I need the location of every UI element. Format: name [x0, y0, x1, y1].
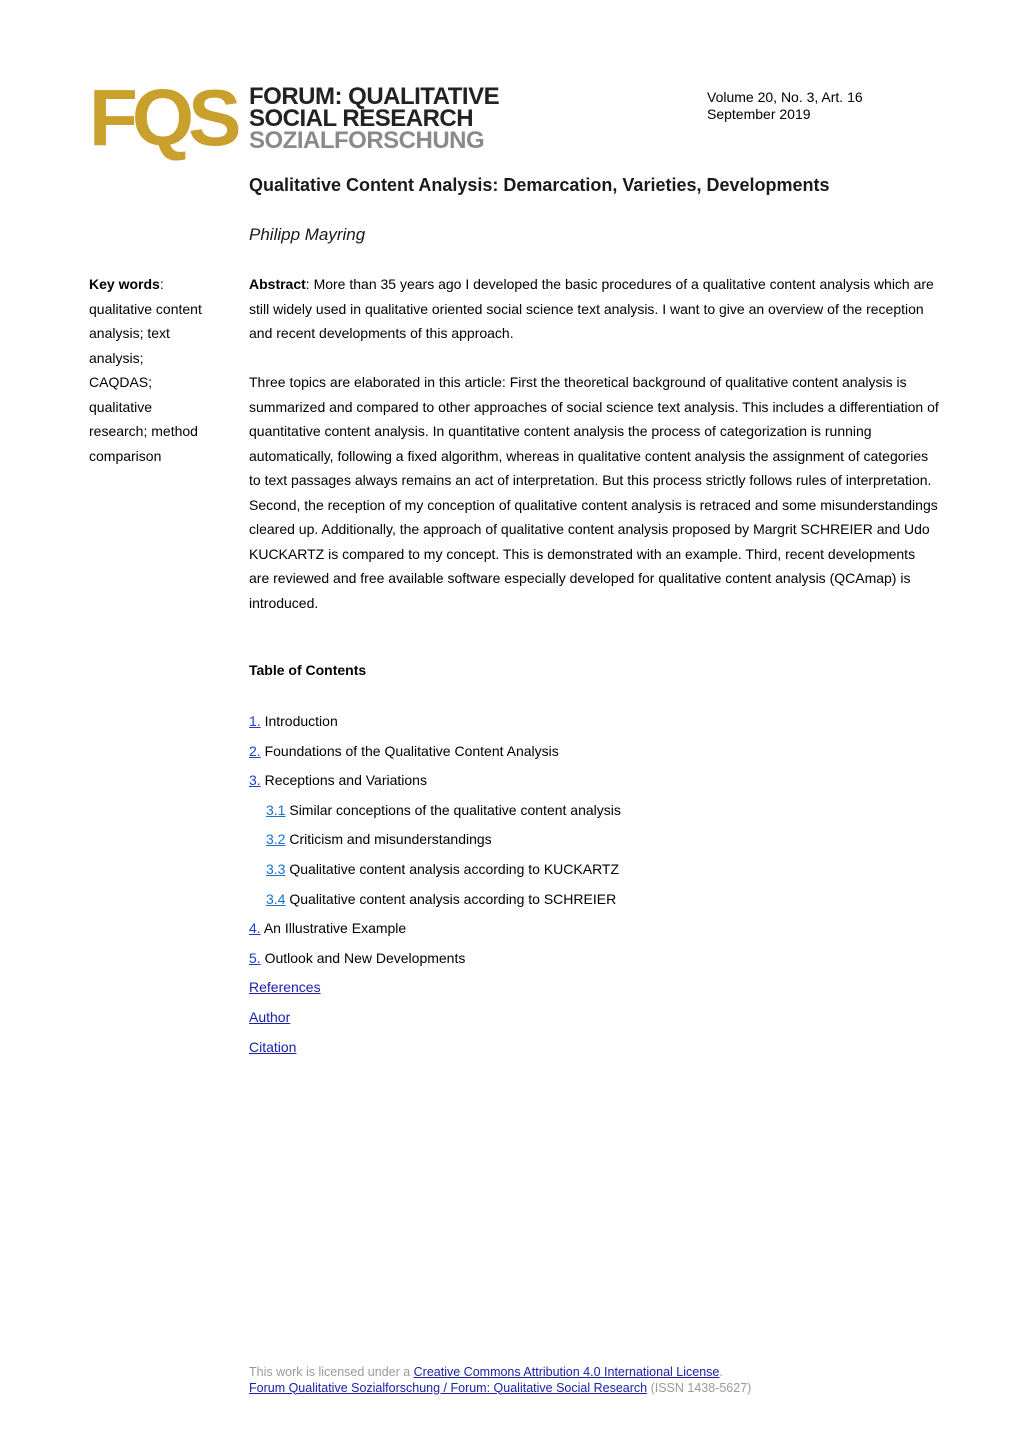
- fqs-logo: [89, 73, 500, 162]
- toc-label: Qualitative content analysis according to KUCKARTZ: [289, 860, 620, 877]
- citation-link[interactable]: Citation: [249, 1038, 297, 1055]
- toc-link-2[interactable]: 2.: [249, 742, 261, 759]
- keyword-line: qualitative content: [89, 300, 202, 317]
- keyword-line: CAQDAS;: [89, 374, 153, 390]
- article-author: Philipp Mayring: [249, 225, 366, 244]
- issn-text: (ISSN 1438-5627): [647, 1380, 752, 1395]
- toc-label: Similar conceptions of the qualitative content analysis: [289, 801, 621, 818]
- keywords-heading: Key words:: [89, 276, 164, 292]
- toc-label: Foundations of the Qualitative Content Analysis: [264, 742, 559, 759]
- toc-label: Qualitative content analysis according to SCHREIER: [289, 890, 617, 907]
- journal-line: [249, 1381, 751, 1397]
- cc-license-link[interactable]: Creative Commons Attribution 4.0 International License: [413, 1365, 720, 1379]
- issue-date: September 2019: [707, 106, 811, 122]
- toc-item-references: [249, 975, 621, 1005]
- abstract-label: Abstract: [249, 276, 306, 292]
- toc-link-5[interactable]: 5.: [249, 949, 261, 966]
- logo-line-sozialforschung: SOZIALFORSCHUNG: [249, 127, 485, 154]
- toc-link-1[interactable]: 1.: [249, 713, 261, 729]
- fqs-logo-mark: FQS: [89, 73, 236, 162]
- toc-label: Introduction: [264, 713, 338, 729]
- license-suffix: .: [719, 1365, 723, 1379]
- keyword-line: qualitative: [89, 398, 153, 415]
- toc-link-4[interactable]: 4.: [249, 920, 261, 937]
- toc-item-3-4: [249, 887, 621, 917]
- author-link[interactable]: Author: [249, 1008, 291, 1025]
- toc-label: Outlook and New Developments: [264, 949, 466, 966]
- toc-label: Receptions and Variations: [264, 772, 427, 789]
- abstract-paragraph-2: Three topics are elaborated in this article: First the theoretical background of qualitative content analysis is summarized and compared to other approaches of social science text analysis. This includes a differentiation of quantitative content analysis. In quantitative content analysis the process of categorization is running automatically, following a fixed algorithm, whereas in qualitative content analysis the assignment of categories to text passages always remains an act of interpretation. But this process strictly follows rules of interpretation. Second, the reception of my conception of qualitative content analysis is retraced and some misunderstandings cleared up. Additionally, the approach of qualitative content analysis proposed by Margrit SCHREIER and Udo KUCKARTZ is compared to my concept. This is demonstrated with an example. Third, recent developments are reviewed and free available software especially developed for qualitative content analysis (QCAmap) is introduced.: [249, 374, 939, 611]
- toc-label: Criticism and misunderstandings: [289, 831, 492, 848]
- abstract-text-1: : More than 35 years ago I developed the basic procedures of a qualitative content analysis which are still widely used in qualitative oriented social science text analysis. I want to give an overview of the reception and recent developments of this approach.: [249, 276, 934, 341]
- toc-item-5: [249, 946, 621, 976]
- logo-line-forum: FORUM: QUALITATIVE: [249, 83, 500, 110]
- toc-item-3-1: [249, 798, 621, 828]
- license-line: [249, 1365, 751, 1381]
- volume-info: Volume 20, No. 3, Art. 16: [707, 89, 863, 105]
- table-of-contents: [249, 709, 621, 1064]
- toc-link-3-3[interactable]: 3.3: [266, 860, 286, 877]
- toc-item-author: [249, 1005, 621, 1035]
- logo-line-social-research: SOCIAL RESEARCH: [249, 105, 474, 132]
- keywords-column: [89, 272, 229, 468]
- issue-info: [707, 89, 863, 123]
- references-link[interactable]: References: [249, 979, 321, 996]
- keywords-label: Key words: [89, 276, 160, 292]
- toc-link-3-2[interactable]: 3.2: [266, 831, 286, 848]
- toc-link-3[interactable]: 3.: [249, 772, 261, 789]
- article-title: Qualitative Content Analysis: Demarcation, Varieties, Developments: [249, 175, 830, 195]
- toc-item-3-3: [249, 857, 621, 887]
- toc-item-1: [249, 709, 621, 739]
- toc-heading: Table of Contents: [249, 662, 367, 678]
- keyword-line: analysis; text: [89, 325, 170, 341]
- toc-item-citation: [249, 1035, 621, 1065]
- keyword-line: analysis;: [89, 349, 144, 366]
- toc-item-3-2: [249, 827, 621, 857]
- abstract-section: [249, 272, 939, 640]
- keyword-line: comparison: [89, 447, 162, 464]
- toc-link-3-1[interactable]: 3.1: [266, 801, 286, 818]
- toc-item-4: [249, 916, 621, 946]
- keyword-line: research; method: [89, 423, 198, 439]
- journal-link[interactable]: Forum Qualitative Sozialforschung / Forum: Qualitative Social Research: [249, 1380, 648, 1395]
- abstract-paragraph-1: [249, 272, 939, 346]
- license-prefix: This work is licensed under a: [249, 1365, 414, 1379]
- toc-item-3: [249, 768, 621, 798]
- toc-link-3-4[interactable]: 3.4: [266, 890, 286, 907]
- toc-label: An Illustrative Example: [263, 920, 407, 937]
- toc-item-2: [249, 739, 621, 769]
- license-footer: [249, 1365, 751, 1396]
